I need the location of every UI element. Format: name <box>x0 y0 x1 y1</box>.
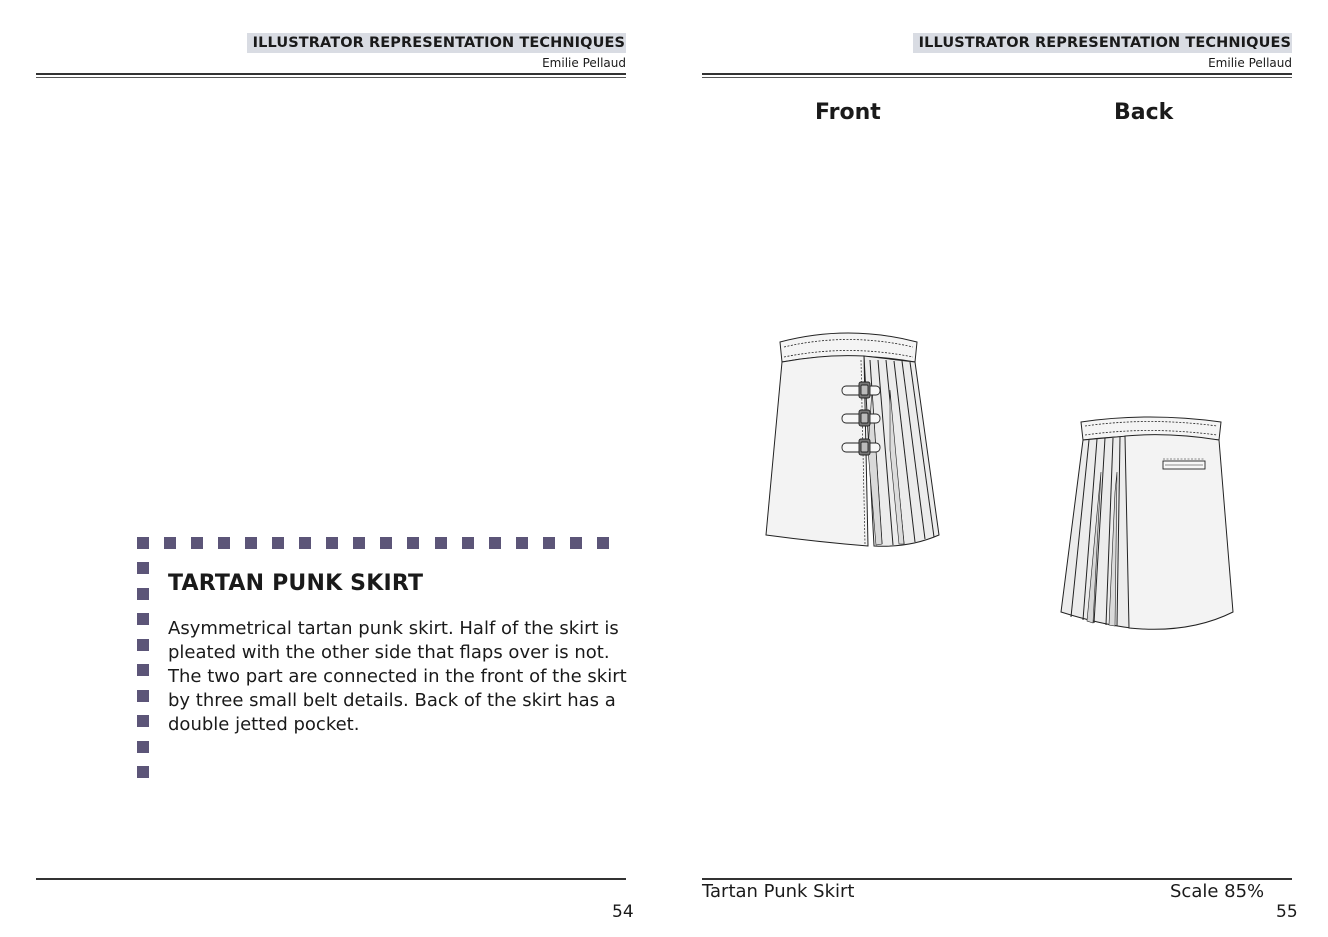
header-rule-secondary <box>36 77 626 78</box>
footer-rule <box>36 878 626 880</box>
back-view-label: Back <box>1114 100 1174 125</box>
right-page <box>664 0 1328 937</box>
back-skirt-drawing <box>1059 412 1239 637</box>
footer-rule <box>702 878 1292 880</box>
header-rule-secondary <box>702 77 1292 78</box>
page-number: 54 <box>612 902 634 922</box>
front-view-label: Front <box>815 100 881 125</box>
section-title: TARTAN PUNK SKIRT <box>168 571 424 596</box>
header-title: ILLUSTRATOR REPRESENTATION TECHNIQUES <box>913 33 1292 53</box>
decorative-square-row <box>137 537 609 549</box>
decorative-square-column <box>137 562 149 778</box>
header-rule <box>36 73 626 75</box>
footer-caption: Tartan Punk Skirt <box>702 881 855 902</box>
footer-scale: Scale 85% <box>1170 881 1265 902</box>
header-title: ILLUSTRATOR REPRESENTATION TECHNIQUES <box>247 33 626 53</box>
header-author: Emilie Pellaud <box>542 56 626 70</box>
page-number: 55 <box>1276 902 1298 922</box>
front-skirt-drawing <box>764 330 944 555</box>
header-rule <box>702 73 1292 75</box>
section-description: Asymmetrical tartan punk skirt. Half of the skirt is pleated with the other side that flaps over is not. The two part are connected in the front of the skirt by three small belt details. Back of the skirt has a double jetted pocket. <box>168 618 627 735</box>
header-author: Emilie Pellaud <box>1208 56 1292 70</box>
